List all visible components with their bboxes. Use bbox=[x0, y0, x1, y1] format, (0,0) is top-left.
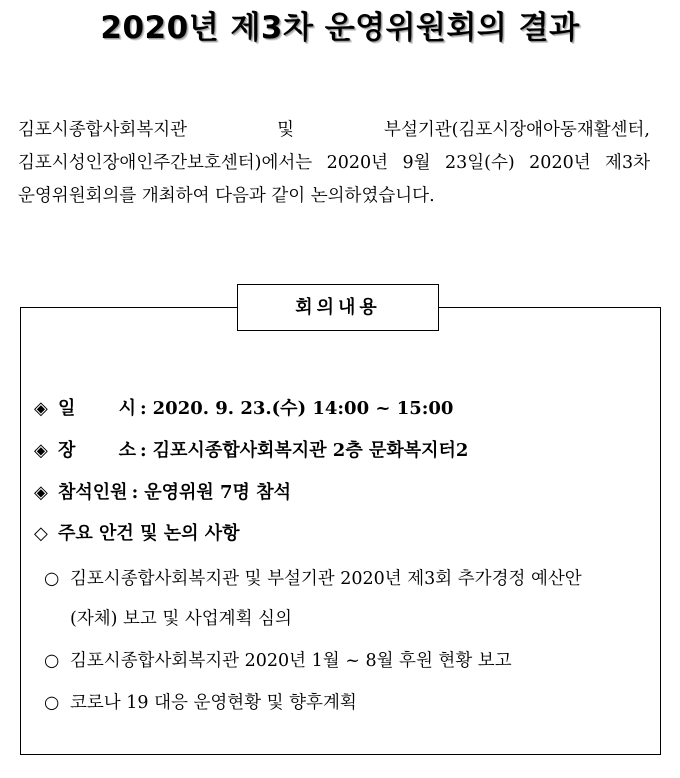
date-label bbox=[58, 396, 136, 422]
colon-separator: : bbox=[140, 398, 147, 419]
attendees-label: 참석인원 bbox=[58, 482, 128, 503]
meeting-content-label: 회의내용 bbox=[237, 284, 439, 331]
filled-diamond-icon: ◈ bbox=[34, 482, 48, 503]
filled-diamond-icon: ◈ bbox=[34, 398, 48, 419]
agenda-item-text: 김포시종합사회복지관 및 부설기관 2020년 제3회 추가경정 예산안 bbox=[70, 569, 582, 589]
circle-bullet-icon: ○ bbox=[44, 693, 60, 713]
agenda-heading: 주요 안건 및 논의 사항 bbox=[58, 523, 240, 544]
place-value: 김포시종합사회복지관 2층 문화복지터2 bbox=[152, 440, 469, 461]
page-title: 2020년 제3차 운영위원회의 결과 bbox=[100, 10, 580, 46]
intro-paragraph: 김포시종합사회복지관 및 부설기관(김포시장애아동재활센터, 김포시성인장애인주간보호센터)에서는 2020년 9월 23일(수) 2020년 제3차 운영위원회의를 개최하여 다음과 같이 논의하였습니다. bbox=[18, 120, 650, 206]
colon-separator: : bbox=[140, 440, 147, 461]
agenda-heading-row bbox=[34, 521, 240, 547]
agenda-item-2 bbox=[44, 648, 512, 674]
agenda-item-text: 김포시종합사회복지관 2020년 1월 ~ 8월 후원 현황 보고 bbox=[70, 651, 512, 671]
place-label-char-1: 장 bbox=[58, 440, 76, 461]
agenda-item-text: 코로나 19 대응 운영현황 및 향후계획 bbox=[70, 693, 357, 713]
date-row bbox=[34, 396, 453, 422]
circle-bullet-icon: ○ bbox=[44, 569, 60, 589]
agenda-item-1 bbox=[44, 566, 582, 592]
date-value: 2020. 9. 23.(수) 14:00 ~ 15:00 bbox=[152, 398, 454, 419]
date-label-char-1: 일 bbox=[58, 398, 76, 419]
place-label-char-2: 소 bbox=[118, 440, 136, 461]
agenda-item-3 bbox=[44, 690, 357, 716]
place-row bbox=[34, 438, 468, 464]
filled-diamond-icon: ◈ bbox=[34, 440, 48, 461]
attendees-value: 운영위원 7명 참석 bbox=[144, 482, 291, 503]
colon-separator: : bbox=[131, 482, 139, 503]
circle-bullet-icon: ○ bbox=[44, 651, 60, 671]
agenda-item-1-continued: (자체) 보고 및 사업계획 심의 bbox=[70, 609, 292, 629]
outline-diamond-icon: ◇ bbox=[34, 523, 48, 544]
attendees-row bbox=[34, 480, 291, 506]
date-label-char-2: 시 bbox=[118, 398, 136, 419]
place-label bbox=[58, 438, 136, 464]
